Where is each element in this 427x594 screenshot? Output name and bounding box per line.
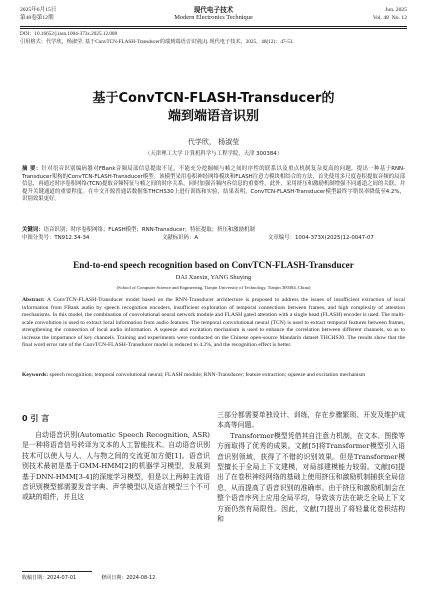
abstract-en (22, 297, 405, 350)
keywords-en (22, 372, 405, 380)
abstract-en-text: A ConvTCN-FLASH-Transducer model based on the RNN-Transducer architecture is proposed to address the issues of insufficient extraction of local information from FBank audio by speech recognition encoders, insufficient exploration of temporal connections between frames, and high complexity of attention mechanisms. In this model, the combination of convolutional neural network module and FLASH gated attention with a single head (FLASH) encoder is used. The multi-scale convolution is used to extract local information from audio features. The temporal convolutional neural (TCN) is used to extract temporal features between frames, strengthening the connection of local audio information. A squeeze and excitation mechanism is used to enhance the correlation between different channels, so as to increase the importance of key channels. Training and experiments were conducted on the Chinese open-source Mandarin dataset THCHS30. The results show that the final word error rate of the ConvTCN-FLASH-Transducer model is reduced to 4.2%, and the recognition effect is better. (22, 297, 405, 348)
keywords-cn (22, 227, 405, 235)
title-en: End-to-end speech recognition based on ConvTCN-FLASH-Transducer (73, 260, 354, 270)
title-cn-line1: 基于ConvTCN-FLASH-Transducer的 (92, 91, 335, 106)
keywords-cn-label: 关键词： (22, 227, 44, 233)
keywords-en-label: Keywords: (22, 372, 49, 378)
journal-name-cn: 现代电子技术 (193, 6, 234, 14)
citation-line: 引用格式：代学欣，杨淑莹. 基于ConvTCN-FLASH-Transducer的端到端语音识别[J]. 现代电子技术，2025，48(12)：47-53. (20, 39, 294, 45)
header-rule-2 (20, 28, 407, 29)
intro-paragraph-continued: 三部分都需要单独设计、训练，存在步骤繁琐、开发及维护成本高等问题。 (217, 411, 405, 430)
affiliation-en: (School of Computer Science and Engineering, Tianjin University of Technology, Tianjin 300384, China) (116, 285, 311, 290)
abstract-cn (22, 166, 405, 204)
abstract-cn-text: 针对语音识别编码器对FBank音频局部信息提取不足，不能充分挖掘帧与帧之间时序性的联系以及重点机制复杂度高的问题，提出一种基于RNN-Transducer架构的ConvTCN-FLASH-Transducer模型。该模型采用卷积神经网络模块和FLASH注意力模块相结合的方法，首先使用多尺度卷积提取音频的局部信息，再通过时序卷积网络(TCN)提取音频特征与帧之间的时序关系，同时加强音频内容信息的重要性。此外，采用挤压和激励机制增强不同通道之间的关联，并提升关键通道的重要程度。在中文开源普通话数据集THCHS30上进行训练和实验，结果表明，ConvTCN-FLASH-Transducer模型最终字错误率降低至4.2%，识别效果更好。 (22, 166, 405, 203)
revised-date: 修回日期：2024-08-12 (101, 575, 156, 581)
header-issue-en: Vol. 48 No. 12 (372, 15, 407, 21)
keywords-en-text: speech recognition; temporal convolutional neural; FLASH module; RNN-Transducer; feature extraction; squeeze and excitation mechanism (49, 372, 366, 378)
header-date-en: Jun. 2025 (385, 7, 407, 13)
intro-paragraph-1: 自动语音识别(Automatic Speech Recognition, ASR)是一种将语音信号转译为文本的人工智能技术。自动语音识别技术可以使人与人、人与物之间的交流更加方便[1]。语音识别技术最初是基于GMM-HMM[2]的机器学习模型，发展到基于DNN-HMM[3-4]的深度学习模型，但是以上两种主流语音识别模型都需要发音字典、声学模型以及语言模型三个不可或缺的组件，并且这 (22, 431, 210, 502)
body-column-left (22, 412, 210, 503)
doi-line: DOI：10.16652/j.issn.1004-373x.2025.12.008 (20, 31, 118, 37)
section-heading-intro: 0 引 言 (22, 414, 50, 423)
journal-name-en: Modern Electronics Technique (174, 14, 253, 21)
footnote-dates (22, 575, 210, 582)
footnote-rule (22, 571, 92, 572)
abstract-cn-label: 摘 要： (22, 166, 42, 172)
clc-number: 中图分类号：TN912.34-34 (22, 235, 90, 241)
affiliation-cn: （天津理工大学 计算机科学与工程学院，天津 300384） (144, 151, 283, 157)
title-cn-line2: 端到端语音识别 (167, 109, 259, 124)
intro-paragraph-2: Transformer模型凭借其自注意力机制，在文本、图像等方面取得了优秀的成果。文献[5]将Transformer模型引入语音识别领域，获得了不错的识别效果。但是Transformer模型擅长于全局上下文建模，对局部建模能力较弱。文献[6]提出了在卷积神经网络的基础上使用挤压和激励机制捕获全局信息，从而提高了语音识别的准确率。由于挤压和激励机制会在整个语音序列上应用全局平均，导致该方法在缺乏全局上下文方面仍然有局限性。因此，文献[7]提出了将轻量化卷积结构和 (217, 431, 405, 524)
header-issue-cn: 第48卷第12期 (20, 15, 54, 21)
authors-cn: 代学欣， 杨淑莹 (187, 138, 240, 146)
header-date: 2025年6月15日 (20, 7, 57, 13)
article-number: 文章编号：1004-373X(2025)12-0047-07 (268, 235, 374, 241)
authors-en: DAI Xuexin, YANG Shuying (175, 274, 252, 281)
abstract-en-label: Abstract: (22, 297, 45, 303)
document-code: 文献标识码：A (162, 235, 199, 241)
keywords-cn-text: 语音识别；时序卷积网络；FLASH模型；RNN-Transducer；特征提取；挤压和激励机制 (43, 227, 255, 233)
received-date: 收稿日期：2024-07-01 (22, 575, 77, 581)
body-column-right (217, 410, 405, 524)
